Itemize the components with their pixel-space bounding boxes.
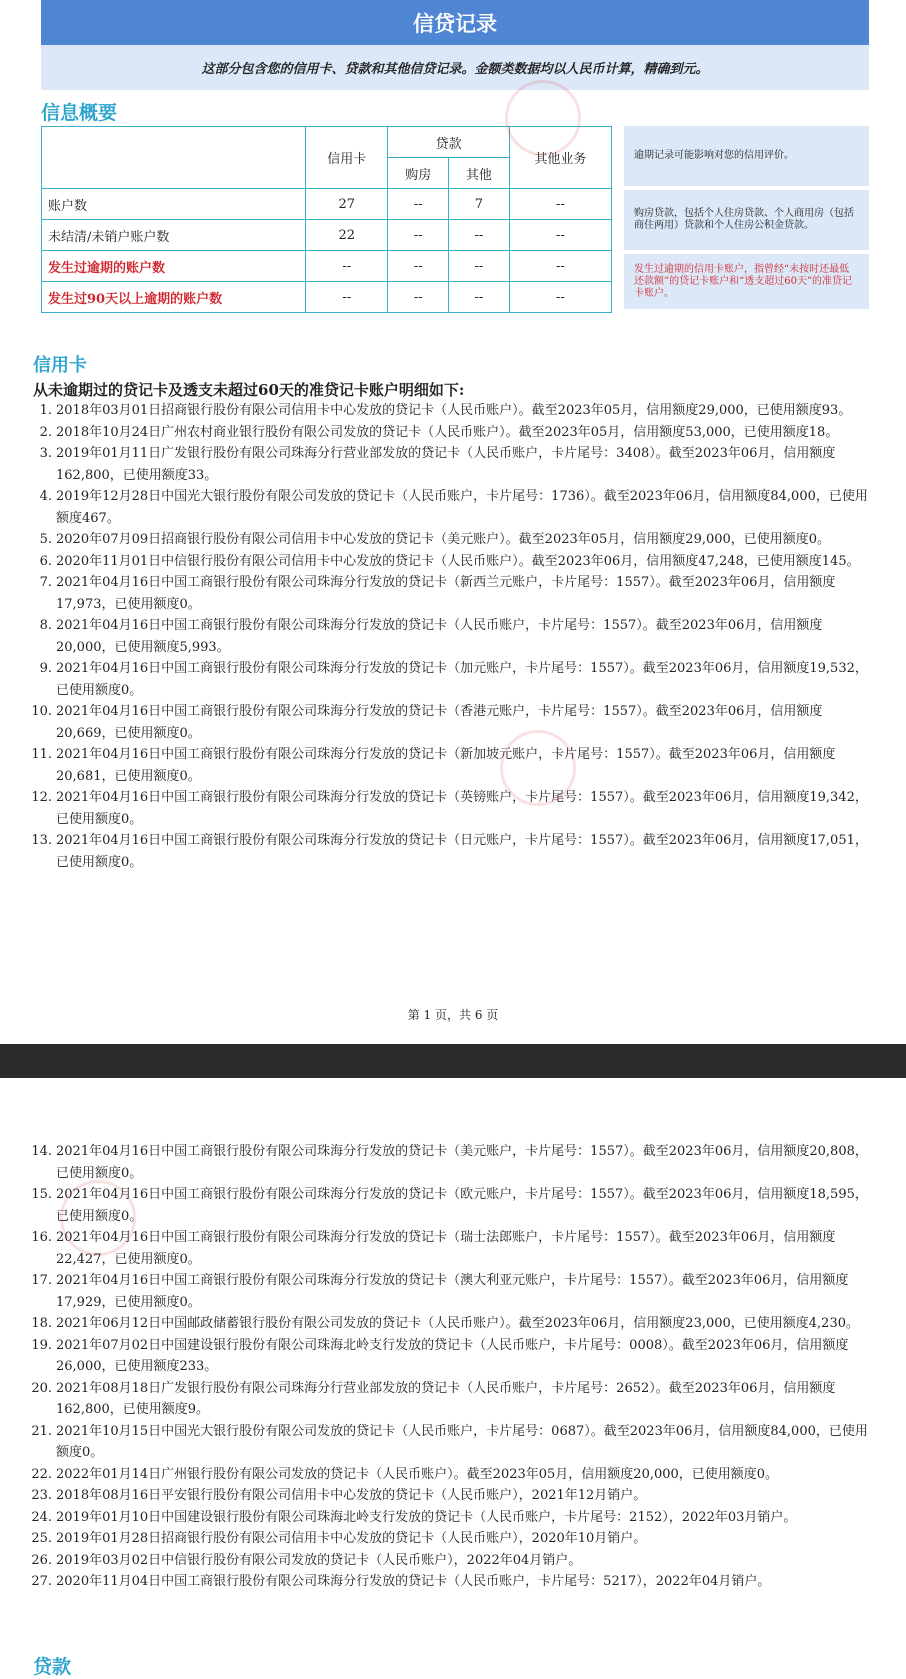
list-item-text: 2021年07月02日中国建设银行股份有限公司珠海北岭支行发放的贷记卡（人民币账户，卡片尾号：0008）。截至2023年06月，信用额度26,000，已使用额度233。 — [56, 1337, 849, 1374]
page-number: 第 1 页，共 6 页 — [407, 1008, 499, 1022]
list-item-text: 2021年04月16日中国工商银行股份有限公司珠海分行发放的贷记卡（瑞士法郎账户，卡片尾号：1557）。截至2023年06月，信用额度22,427，已使用额度0。 — [56, 1230, 836, 1267]
page-divider — [0, 1044, 906, 1078]
col-loan: 贷款 — [388, 127, 509, 158]
list-item — [0, 443, 870, 486]
list-item-text: 2018年10月24日广州农村商业银行股份有限公司发放的贷记卡（人民币账户）。截至2023年05月，信用额度53,000，已使用额度18。 — [56, 424, 839, 440]
list-item-text: 2019年01月10日中国建设银行股份有限公司珠海北岭支行发放的贷记卡（人民币账户，卡片尾号：2152），2022年03月销户。 — [56, 1509, 797, 1525]
list-item-text: 2021年04月16日中国工商银行股份有限公司珠海分行发放的贷记卡（加元账户，卡片尾号：1557）。截至2023年06月，信用额度19,532，已使用额度0。 — [56, 661, 868, 698]
list-item-text: 2021年10月15日中国光大银行股份有限公司发放的贷记卡（人民币账户，卡片尾号：0687）。截至2023年06月，信用额度84,000，已使用额度0。 — [56, 1423, 868, 1460]
overview-heading: 信息概要 — [41, 102, 118, 124]
row-label: 发生过90天以上逾期的账户数 — [42, 282, 306, 313]
list-item — [0, 1571, 870, 1593]
list-item — [0, 529, 870, 551]
list-item — [0, 1485, 870, 1507]
list-item — [0, 1550, 870, 1572]
credit-card-heading: 信用卡 — [33, 355, 87, 376]
cell-cc: 27 — [306, 189, 388, 220]
table-row — [42, 251, 612, 282]
list-item — [0, 1464, 870, 1486]
list-item — [0, 1335, 870, 1378]
list-item-number: 24. — [31, 1509, 52, 1525]
list-item — [0, 1141, 870, 1184]
note-house-loan: 购房贷款，包括个人住房贷款、个人商用房（包括商住两用）贷款和个人住房公积金贷款。 — [624, 190, 869, 250]
list-item-text: 2021年08月18日广发银行股份有限公司珠海分行营业部发放的贷记卡（人民币账户，卡片尾号：2652）。截至2023年06月，信用额度162,800，已使用额度9。 — [56, 1380, 836, 1417]
list-item — [0, 830, 870, 873]
cell-house: -- — [388, 282, 449, 313]
credit-card-subheading: 从未逾期过的贷记卡及透支未超过60天的准贷记卡账户明细如下: — [33, 381, 465, 399]
cell-house: -- — [388, 251, 449, 282]
cell-cc: 22 — [306, 220, 388, 251]
list-item — [0, 615, 870, 658]
list-item-text: 2021年04月16日中国工商银行股份有限公司珠海分行发放的贷记卡（澳大利亚元账户，卡片尾号：1557）。截至2023年06月，信用额度17,929，已使用额度0。 — [56, 1273, 849, 1310]
list-item-number: 5. — [39, 532, 52, 547]
cell-house: -- — [388, 189, 449, 220]
section-title: 信贷记录 — [41, 0, 869, 45]
row-label: 账户数 — [42, 189, 306, 220]
cell-biz: -- — [509, 189, 611, 220]
list-item-number: 18. — [31, 1316, 52, 1331]
list-item-number: 1. — [39, 403, 52, 418]
list-item — [0, 1270, 870, 1313]
list-item-number: 16. — [31, 1230, 52, 1245]
cell-biz: -- — [509, 220, 611, 251]
list-item-number: 6. — [39, 553, 52, 569]
list-item — [0, 400, 870, 422]
card-list-page2 — [0, 1141, 870, 1593]
cell-other: -- — [449, 251, 510, 282]
list-item-text: 2020年07月09日招商银行股份有限公司信用卡中心发放的贷记卡（美元账户）。截至2023年05月，信用额度29,000，已使用额度0。 — [56, 532, 831, 547]
table-row — [42, 282, 612, 313]
list-item-number: 7. — [39, 575, 52, 590]
list-item — [0, 701, 870, 744]
list-item-number: 3. — [39, 446, 52, 461]
list-item-number: 21. — [31, 1423, 52, 1439]
table-row — [42, 220, 612, 251]
list-item-text: 2019年01月11日广发银行股份有限公司珠海分行营业部发放的贷记卡（人民币账户，卡片尾号：3408）。截至2023年06月，信用额度162,800，已使用额度33。 — [56, 446, 836, 483]
list-item-text: 2021年04月16日中国工商银行股份有限公司珠海分行发放的贷记卡（英镑账户，卡片尾号：1557）。截至2023年06月，信用额度19,342，已使用额度0。 — [56, 790, 868, 827]
list-item-number: 17. — [31, 1273, 52, 1288]
cell-biz: -- — [509, 251, 611, 282]
cell-other: -- — [449, 282, 510, 313]
row-label: 发生过逾期的账户数 — [42, 251, 306, 282]
list-item-text: 2020年11月01日中信银行股份有限公司信用卡中心发放的贷记卡（人民币账户）。截至2023年06月，信用额度47,248，已使用额度145。 — [56, 553, 860, 569]
col-other-business: 其他业务 — [509, 127, 611, 189]
list-item-number: 14. — [31, 1144, 52, 1159]
list-item-number: 4. — [39, 489, 52, 504]
list-item-text: 2021年04月16日中国工商银行股份有限公司珠海分行发放的贷记卡（新加坡元账户，卡片尾号：1557）。截至2023年06月，信用额度20,681，已使用额度0。 — [56, 747, 836, 784]
table-row — [42, 189, 612, 220]
col-house: 购房 — [388, 158, 449, 189]
list-item-number: 10. — [31, 704, 52, 719]
note-overdue: 逾期记录可能影响对您的信用评价。 — [624, 126, 869, 186]
list-item-text: 2018年08月16日平安银行股份有限公司信用卡中心发放的贷记卡（人民币账户），2021年12月销户。 — [56, 1488, 647, 1503]
list-item — [0, 1507, 870, 1529]
list-item-number: 26. — [31, 1552, 52, 1568]
list-item-text: 2019年03月02日中信银行股份有限公司发放的贷记卡（人民币账户），2022年04月销户。 — [56, 1552, 582, 1568]
cell-cc: -- — [306, 251, 388, 282]
note-overdue-card: 发生过逾期的信用卡账户，指曾经“未按时还最低还款额”的贷记卡账户和“透支超过60天”的准贷记卡账户。 — [624, 254, 869, 309]
list-item-text: 2021年04月16日中国工商银行股份有限公司珠海分行发放的贷记卡（美元账户，卡片尾号：1557）。截至2023年06月，信用额度20,808，已使用额度0。 — [56, 1144, 868, 1181]
list-item-text: 2021年04月16日中国工商银行股份有限公司珠海分行发放的贷记卡（新西兰元账户，卡片尾号：1557）。截至2023年06月，信用额度17,973，已使用额度0。 — [56, 575, 836, 612]
list-item — [0, 787, 870, 830]
list-item — [0, 1184, 870, 1227]
list-item — [0, 551, 870, 573]
table-corner — [42, 127, 306, 189]
list-item — [0, 1528, 870, 1550]
cell-house: -- — [388, 220, 449, 251]
cell-other: -- — [449, 220, 510, 251]
card-list-page1 — [0, 400, 870, 873]
loan-heading: 贷款 — [33, 1656, 72, 1678]
list-item — [0, 1421, 870, 1464]
list-item-text: 2021年04月16日中国工商银行股份有限公司珠海分行发放的贷记卡（欧元账户，卡片尾号：1557）。截至2023年06月，信用额度18,595，已使用额度0。 — [56, 1187, 868, 1224]
list-item-text: 2021年04月16日中国工商银行股份有限公司珠海分行发放的贷记卡（日元账户，卡片尾号：1557）。截至2023年06月，信用额度17,051，已使用额度0。 — [56, 833, 868, 870]
list-item-text: 2020年11月04日中国工商银行股份有限公司珠海分行发放的贷记卡（人民币账户，卡片尾号：5217），2022年04月销户。 — [56, 1574, 771, 1589]
list-item — [0, 658, 870, 701]
list-item-number: 13. — [31, 833, 52, 848]
cell-other: 7 — [449, 189, 510, 220]
col-credit-card: 信用卡 — [306, 127, 388, 189]
col-other: 其他 — [449, 158, 510, 189]
list-item — [0, 1227, 870, 1270]
list-item-number: 23. — [31, 1488, 52, 1503]
cell-cc: -- — [306, 282, 388, 313]
list-item-number: 22. — [31, 1466, 52, 1482]
row-label: 未结清/未销户账户数 — [42, 220, 306, 251]
list-item-text: 2022年01月14日广州银行股份有限公司发放的贷记卡（人民币账户）。截至2023年05月，信用额度20,000，已使用额度0。 — [56, 1466, 779, 1482]
list-item-text: 2021年04月16日中国工商银行股份有限公司珠海分行发放的贷记卡（人民币账户，卡片尾号：1557）。截至2023年06月，信用额度20,000，已使用额度5,993。 — [56, 618, 823, 655]
list-item — [0, 1313, 870, 1335]
list-item-number: 27. — [31, 1574, 52, 1589]
list-item-text: 2018年03月01日招商银行股份有限公司信用卡中心发放的贷记卡（人民币账户）。截至2023年05月，信用额度29,000，已使用额度93。 — [56, 403, 852, 418]
list-item — [0, 572, 870, 615]
list-item-number: 2. — [39, 424, 52, 440]
list-item-number: 9. — [39, 661, 52, 676]
section-intro: 这部分包含您的信用卡、贷款和其他信贷记录。金额类数据均以人民币计算，精确到元。 — [41, 45, 869, 90]
overview-table — [41, 126, 612, 313]
list-item-number: 12. — [31, 790, 52, 805]
list-item-number: 11. — [31, 747, 52, 762]
cell-biz: -- — [509, 282, 611, 313]
list-item-number: 25. — [31, 1531, 52, 1546]
list-item — [0, 1378, 870, 1421]
list-item-number: 19. — [31, 1337, 52, 1353]
list-item-text: 2019年01月28日招商银行股份有限公司信用卡中心发放的贷记卡（人民币账户），2020年10月销户。 — [56, 1531, 647, 1546]
list-item — [0, 486, 870, 529]
list-item-text: 2019年12月28日中国光大银行股份有限公司发放的贷记卡（人民币账户，卡片尾号：1736）。截至2023年06月，信用额度84,000，已使用额度467。 — [56, 489, 868, 526]
list-item-number: 15. — [31, 1187, 52, 1202]
list-item-text: 2021年06月12日中国邮政储蓄银行股份有限公司发放的贷记卡（人民币账户）。截至2023年06月，信用额度23,000，已使用额度4,230。 — [56, 1316, 859, 1331]
list-item — [0, 744, 870, 787]
list-item-number: 20. — [31, 1380, 52, 1396]
list-item-text: 2021年04月16日中国工商银行股份有限公司珠海分行发放的贷记卡（香港元账户，卡片尾号：1557）。截至2023年06月，信用额度20,669，已使用额度0。 — [56, 704, 823, 741]
list-item — [0, 422, 870, 444]
list-item-number: 8. — [39, 618, 52, 633]
